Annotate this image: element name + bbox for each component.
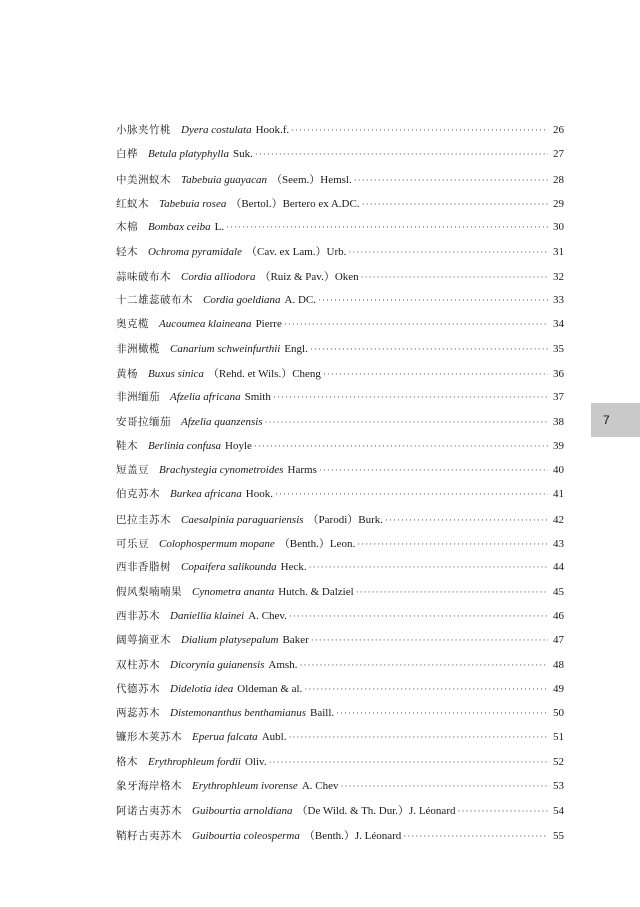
page-number: 35 bbox=[553, 342, 564, 355]
page-number: 26 bbox=[553, 124, 564, 136]
toc-entry[interactable] bbox=[116, 827, 564, 851]
chinese-name: 巴拉圭苏木 bbox=[116, 513, 171, 526]
toc-entry[interactable] bbox=[116, 705, 564, 729]
author-citation: Suk. bbox=[232, 148, 253, 161]
dot-leader bbox=[254, 441, 548, 451]
latin-name: Distemonanthus benthamianus bbox=[170, 707, 306, 720]
dot-leader bbox=[284, 319, 548, 329]
page-number: 30 bbox=[553, 221, 564, 234]
latin-name: Erythrophleum fordii bbox=[148, 755, 241, 768]
chinese-name: 可乐豆 bbox=[116, 538, 149, 551]
latin-name: Dialium platysepalum bbox=[181, 634, 279, 647]
toc-entry[interactable] bbox=[116, 462, 564, 486]
toc-entry[interactable] bbox=[116, 657, 564, 681]
chinese-name: 奥克榄 bbox=[116, 318, 149, 331]
dot-leader bbox=[336, 708, 548, 718]
toc-entry[interactable] bbox=[116, 511, 564, 535]
toc-entry[interactable] bbox=[116, 559, 564, 583]
author-citation: A. Chev bbox=[301, 780, 339, 793]
latin-name: Daniellia klainei bbox=[170, 609, 245, 622]
dot-leader bbox=[265, 417, 548, 427]
toc-entry[interactable] bbox=[116, 146, 564, 170]
page-number: 37 bbox=[553, 391, 564, 404]
latin-name: Erythrophleum ivorense bbox=[192, 780, 298, 793]
page-number: 47 bbox=[553, 634, 564, 647]
dot-leader bbox=[275, 489, 548, 499]
dot-leader bbox=[318, 295, 548, 305]
chinese-name: 蒜味破布木 bbox=[116, 270, 171, 283]
latin-name: Betula platyphylla bbox=[148, 148, 229, 161]
author-citation: （Parodi）Burk. bbox=[307, 513, 384, 526]
chinese-name: 西非苏木 bbox=[116, 609, 160, 622]
page-number: 54 bbox=[553, 805, 564, 818]
author-citation: （Cav. ex Lam.）Urb. bbox=[246, 246, 347, 259]
author-citation: Amsh. bbox=[268, 658, 298, 671]
toc-entry[interactable] bbox=[116, 292, 564, 316]
chinese-name: 阿诺古夷苏木 bbox=[116, 805, 182, 818]
page-number: 32 bbox=[553, 270, 564, 283]
latin-name: Ochroma pyramidale bbox=[148, 246, 242, 259]
latin-name: Berlinia confusa bbox=[148, 439, 222, 452]
latin-name: Afzelia quanzensis bbox=[181, 415, 263, 428]
toc-entry[interactable] bbox=[116, 316, 564, 340]
page-number: 49 bbox=[553, 682, 564, 695]
author-citation: Oldeman & al. bbox=[237, 682, 303, 695]
toc-entry[interactable] bbox=[116, 341, 564, 365]
toc-entry[interactable] bbox=[116, 414, 564, 438]
toc-entry[interactable] bbox=[116, 778, 564, 802]
dot-leader bbox=[288, 732, 548, 742]
dot-leader bbox=[319, 465, 548, 475]
page-number: 51 bbox=[553, 731, 564, 744]
chinese-name: 象牙海岸格木 bbox=[116, 780, 182, 793]
page-number: 48 bbox=[553, 658, 564, 671]
author-citation: （Benth.）Leon. bbox=[278, 538, 356, 551]
chinese-name: 非洲橄榄 bbox=[116, 342, 160, 355]
chinese-name: 十二雄蕊破布木 bbox=[116, 294, 193, 307]
dot-leader bbox=[291, 125, 548, 135]
toc-entry[interactable] bbox=[116, 584, 564, 608]
page-number: 42 bbox=[553, 513, 564, 526]
dot-leader bbox=[354, 175, 548, 185]
page-number: 50 bbox=[553, 707, 564, 720]
latin-name: Dicorynia guianensis bbox=[170, 658, 265, 671]
latin-name: Aucoumea klaineana bbox=[159, 318, 252, 331]
latin-name: Cordia goeldiana bbox=[203, 294, 281, 307]
page-number: 46 bbox=[553, 609, 564, 622]
chinese-name: 西非香脂树 bbox=[116, 561, 171, 574]
dot-leader bbox=[357, 539, 548, 549]
dot-leader bbox=[348, 247, 548, 257]
latin-name: Didelotia idea bbox=[170, 682, 234, 695]
author-citation: （Seem.）Hemsl. bbox=[271, 173, 352, 186]
author-citation: A. DC. bbox=[284, 294, 316, 307]
dot-leader bbox=[304, 684, 548, 694]
latin-name: Burkea africana bbox=[170, 488, 242, 501]
toc-entry[interactable] bbox=[116, 802, 564, 826]
chinese-name: 鞘籽古夷苏木 bbox=[116, 829, 182, 842]
chapter-page-tab bbox=[591, 403, 640, 437]
toc-entry[interactable] bbox=[116, 608, 564, 632]
page-number: 55 bbox=[553, 829, 564, 842]
latin-name: Tabebuia rosea bbox=[159, 197, 227, 210]
dot-leader bbox=[309, 562, 548, 572]
latin-name: Cordia alliodora bbox=[181, 270, 256, 283]
dot-leader bbox=[299, 660, 548, 670]
toc-entry[interactable] bbox=[116, 243, 564, 267]
page-number: 41 bbox=[553, 488, 564, 501]
chinese-name: 红蚁木 bbox=[116, 197, 149, 210]
latin-name: Guibourtia coleosperma bbox=[192, 829, 300, 842]
dot-leader bbox=[226, 222, 548, 232]
chinese-name: 两蕊苏木 bbox=[116, 707, 160, 720]
chinese-name: 安哥拉缅茄 bbox=[116, 415, 171, 428]
author-citation: （Ruiz & Pav.）Oken bbox=[259, 270, 359, 283]
latin-name: Colophospermum mopane bbox=[159, 538, 275, 551]
dot-leader bbox=[385, 515, 548, 525]
page-number: 39 bbox=[553, 439, 564, 452]
author-citation: Pierre bbox=[255, 318, 282, 331]
chinese-name: 白桦 bbox=[116, 148, 138, 161]
author-citation: Hutch. & Dalziel bbox=[278, 585, 354, 598]
page-number: 38 bbox=[553, 415, 564, 428]
toc-entry[interactable] bbox=[116, 438, 564, 462]
latin-name: Tabebuia guayacan bbox=[181, 173, 268, 186]
author-citation: Hook. bbox=[245, 488, 273, 501]
latin-name: Copaifera salikounda bbox=[181, 561, 277, 574]
latin-name: Bombax ceiba bbox=[148, 221, 211, 234]
author-citation: Heck. bbox=[280, 561, 307, 574]
page-number: 52 bbox=[553, 755, 564, 768]
author-citation: L. bbox=[214, 221, 225, 234]
author-citation: （De Wild. & Th. Dur.）J. Léonard bbox=[296, 805, 456, 818]
page-number: 31 bbox=[553, 246, 564, 259]
latin-name: Cynometra ananta bbox=[192, 585, 275, 598]
chinese-name: 镰形木荚苏木 bbox=[116, 731, 182, 744]
page-number: 44 bbox=[553, 561, 564, 574]
page-number: 27 bbox=[553, 148, 564, 161]
chinese-name: 假风梨喃喃果 bbox=[116, 585, 182, 598]
author-citation: Engl. bbox=[284, 342, 308, 355]
dot-leader bbox=[340, 781, 548, 791]
chinese-name: 伯克苏木 bbox=[116, 488, 160, 501]
author-citation: Smith bbox=[244, 391, 271, 404]
toc-entry[interactable] bbox=[116, 365, 564, 389]
author-citation: Hook.f. bbox=[255, 124, 290, 136]
author-citation: A. Chev. bbox=[248, 609, 287, 622]
dot-leader bbox=[362, 199, 548, 209]
toc-entry[interactable] bbox=[116, 754, 564, 778]
dot-leader bbox=[273, 392, 548, 402]
chinese-name: 双柱苏木 bbox=[116, 658, 160, 671]
author-citation: Harms bbox=[287, 464, 317, 477]
toc-entry[interactable] bbox=[116, 535, 564, 559]
dot-leader bbox=[361, 272, 548, 282]
chinese-name: 木棉 bbox=[116, 221, 138, 234]
chinese-name: 轻木 bbox=[116, 246, 138, 259]
toc-entry[interactable] bbox=[116, 389, 564, 413]
dot-leader bbox=[457, 806, 548, 816]
author-citation: （Benth.）J. Léonard bbox=[303, 829, 402, 842]
dot-leader bbox=[311, 635, 548, 645]
toc-entry[interactable] bbox=[116, 268, 564, 292]
chinese-name: 黄杨 bbox=[116, 367, 138, 380]
latin-name: Canarium schweinfurthii bbox=[170, 342, 281, 355]
chinese-name: 格木 bbox=[116, 755, 138, 768]
latin-name: Buxus sinica bbox=[148, 367, 204, 380]
author-citation: Aubl. bbox=[261, 731, 287, 744]
dot-leader bbox=[323, 369, 548, 379]
chapter-page-number: 7 bbox=[603, 413, 610, 427]
latin-name: Guibourtia arnoldiana bbox=[192, 805, 293, 818]
author-citation: Baill. bbox=[309, 707, 335, 720]
latin-name: Dyera costulata bbox=[181, 124, 252, 136]
page-number: 36 bbox=[553, 367, 564, 380]
toc-entry[interactable] bbox=[116, 632, 564, 656]
dot-leader bbox=[356, 587, 548, 597]
toc-entry[interactable] bbox=[116, 681, 564, 705]
dot-leader bbox=[255, 149, 548, 159]
toc-entry[interactable] bbox=[116, 195, 564, 219]
author-citation: Baker bbox=[282, 634, 309, 647]
dot-leader bbox=[403, 831, 548, 841]
page-number: 29 bbox=[553, 197, 564, 210]
page-number: 43 bbox=[553, 538, 564, 551]
toc-entry[interactable] bbox=[116, 729, 564, 753]
dot-leader bbox=[310, 344, 548, 354]
table-of-contents bbox=[116, 122, 564, 851]
page-number: 33 bbox=[553, 294, 564, 307]
chinese-name: 小脉夹竹桃 bbox=[116, 124, 171, 136]
chinese-name: 阔萼摘亚木 bbox=[116, 634, 171, 647]
latin-name: Brachystegia cynometroides bbox=[159, 464, 284, 477]
page-number: 28 bbox=[553, 173, 564, 186]
toc-entry[interactable] bbox=[116, 219, 564, 243]
page-number: 34 bbox=[553, 318, 564, 331]
toc-entry[interactable] bbox=[116, 486, 564, 510]
chinese-name: 中美洲蚁木 bbox=[116, 173, 171, 186]
toc-entry[interactable] bbox=[116, 171, 564, 195]
dot-leader bbox=[289, 611, 548, 621]
latin-name: Afzelia africana bbox=[170, 391, 241, 404]
latin-name: Eperua falcata bbox=[192, 731, 258, 744]
dot-leader bbox=[269, 757, 548, 767]
chinese-name: 鞋木 bbox=[116, 439, 138, 452]
chinese-name: 短盖豆 bbox=[116, 464, 149, 477]
page-number: 53 bbox=[553, 780, 564, 793]
page-number: 40 bbox=[553, 464, 564, 477]
toc-entry[interactable] bbox=[116, 122, 564, 146]
author-citation: （Bertol.）Bertero ex A.DC. bbox=[230, 197, 360, 210]
author-citation: （Rehd. et Wils.）Cheng bbox=[207, 367, 321, 380]
page-number: 45 bbox=[553, 585, 564, 598]
chinese-name: 代德苏木 bbox=[116, 682, 160, 695]
author-citation: Hoyle bbox=[225, 439, 252, 452]
author-citation: Oliv. bbox=[244, 755, 267, 768]
latin-name: Caesalpinia paraguariensis bbox=[181, 513, 304, 526]
chinese-name: 非洲缅茄 bbox=[116, 391, 160, 404]
